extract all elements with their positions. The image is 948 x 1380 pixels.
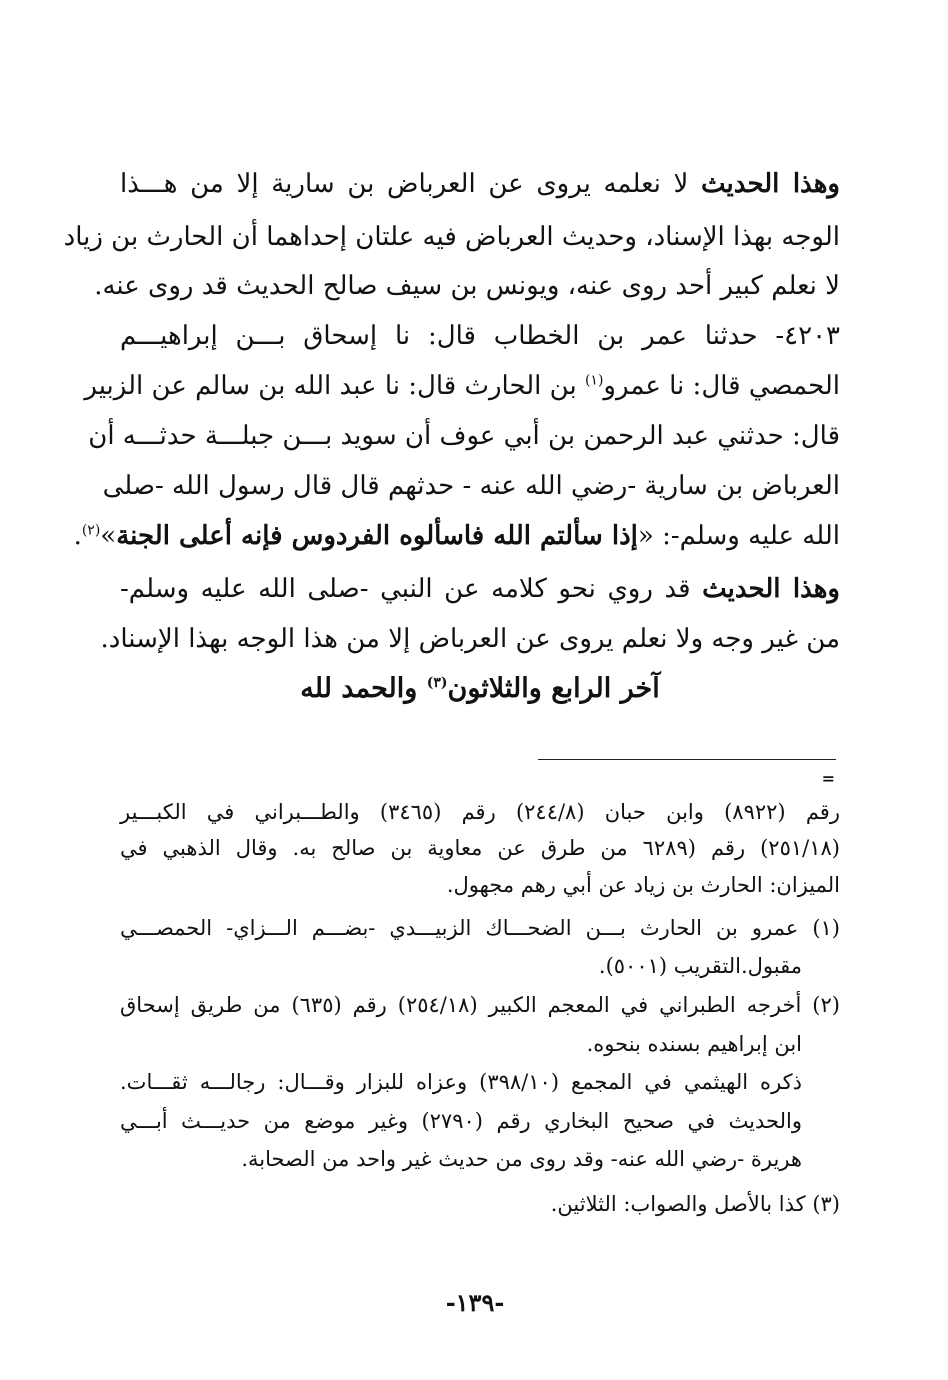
bold-phrase: وهذا الحديث	[702, 574, 840, 604]
footnote-2-line-3: ذكره الهيثمي في المجمع (٣٩٨/١٠) وعزاه للبزار وقـــال: رجالـــه ثقـــات.	[120, 1070, 802, 1094]
hadith-quote: إذا سألتم الله فاسألوه الفردوس فإنه أعلى الجنة	[116, 521, 638, 551]
p3-line-1	[120, 565, 840, 613]
p2-line-4: العرباض بن سارية -رضي الله عنه - حدثهم قال قال رسول الله -صلى	[102, 471, 840, 501]
p2-line-2	[84, 362, 840, 410]
footnote-cont-line-3: الميزان: الحارث بن زياد عن أبي رهم مجهول.	[446, 873, 840, 897]
footnote-2-line-4: والحديث في صحيح البخاري رقم (٢٧٩٠) وغير موضع من حديـــث أبـــي	[120, 1109, 802, 1133]
text-span: بن الحارث قال: نا عبد الله بن سالم عن الزبير	[84, 371, 585, 401]
p2-line-1: ٤٢٠٣- حدثنا عمر بن الخطاب قال: نا إسحاق بـــن إبراهيـــم	[120, 321, 840, 351]
closing-line	[120, 665, 840, 713]
p1-line-2: الوجه بهذا الإسناد، وحديث العرباض فيه علتان إحداهما أن الحارث بن زياد	[63, 222, 840, 252]
text-span: الحمصي قال: نا عمرو	[603, 371, 840, 401]
p3-line-2: من غير وجه ولا نعلم يروى عن العرباض إلا من هذا الوجه بهذا الإسناد.	[100, 624, 840, 654]
bold-phrase: وهذا الحديث	[701, 169, 840, 199]
footnote-1-line-1: (١) عمرو بن الحارث بـــن الضحـــاك الزبيـــدي -بضـــم الـــزاي- الحمصـــي	[120, 916, 840, 940]
footnote-cont-line-1: رقم (٨٩٢٢) وابن حبان (٢٤٤/٨) رقم (٣٤٦٥) والطـــبراني في الكبـــير	[120, 800, 840, 824]
footnote-ref-3: (٣)	[426, 675, 448, 691]
footnote-separator	[538, 759, 836, 760]
footnote-3-line-1: (٣) كذا بالأصل والصواب: الثلاثين.	[550, 1192, 840, 1216]
page-number: -١٣٩-	[445, 1288, 505, 1317]
text-span: آخر الرابع والثلاثون	[447, 673, 660, 704]
p1-line-3: لا نعلم كبير أحد روى عنه، ويونس بن سيف صالح الحديث قد روى عنه.	[94, 271, 840, 301]
p1-line-1	[120, 160, 840, 208]
footnote-ref-2: (٢)	[81, 522, 101, 539]
continued-mark: =	[821, 769, 835, 788]
text-span: والحمد لله	[300, 673, 427, 704]
text-span: .	[73, 521, 82, 551]
footnote-2-line-2: ابن إبراهيم بسنده بنحوه.	[586, 1032, 802, 1056]
footnote-ref-1: (١)	[584, 372, 604, 389]
p2-line-5	[73, 512, 840, 560]
footnote-2-line-1: (٢) أخرجه الطبراني في المعجم الكبير (٢٥٤/١٨) رقم (٦٣٥) من طريق إسحاق	[120, 993, 840, 1017]
footnote-cont-line-2: (٢٥١/١٨) رقم (٦٢٨٩ من طرق عن معاوية بن صالح به. وقال الذهبي في	[120, 836, 840, 860]
footnote-2-line-5: هريرة -رضي الله عنه- وقد روى من حديث غير واحد من الصحابة.	[241, 1147, 802, 1171]
text-span: »	[100, 521, 117, 551]
text-span: الله عليه وسلم-: «	[637, 521, 840, 551]
footnote-1-line-2: مقبول.التقريب (٥٠٠١).	[598, 954, 802, 978]
text-span: لا نعلمه يروى عن العرباض بن سارية إلا من هـــذا	[120, 169, 702, 199]
text-span: قد روي نحو كلامه عن النبي -صلى الله عليه وسلم-	[120, 574, 703, 604]
p2-line-3: قال: حدثني عبد الرحمن بن أبي عوف أن سويد بـــن جبلـــة حدثـــه أن	[88, 421, 840, 451]
